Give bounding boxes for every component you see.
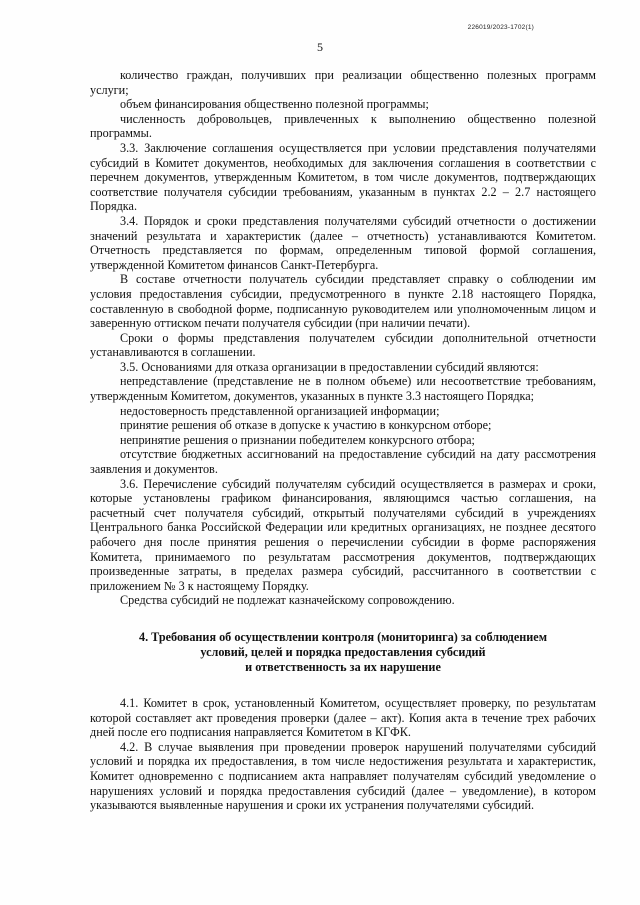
section-4-heading [90,630,596,675]
section-4-heading-line: и ответственность за их нарушение [245,659,441,674]
paragraph-3-6: 3.6. Перечисление субсидий получателям субсидий осуществляется в размерах и сроки, которые установлены графиком финансирования, являющимся частью соглашения, на расчетный счет получателя субсидий, открытый получателями субсидий в учреждениях Центрального банка Российской Федерации или кредитных организациях, не позднее десятого рабочего дня после принятия решения о перечислении субсидии в форме распоряжения Комитета, принимаемого по результатам рассмотрения документов, подтверждающих произведенные затраты, в пределах размера субсидий, рассчитанного в соответствии с приложением № 3 к настоящему Порядку. [90,476,596,593]
section-4-heading-line: условий, целей и порядка предоставления субсидий [200,644,486,659]
paragraph-reporting-certificate: В составе отчетности получатель субсидии представляет справку о соблюдении им условия предоставления субсидии, предусмотренного в пункте 2.18 настоящего Порядка, составленную в свободной форме, подписанную руководителем или уполномоченным лицом и заверенную оттиском печати получателя субсидии (при наличии печати). [90,272,596,331]
section-4-heading-line: 4. Требования об осуществлении контроля (мониторинга) за соблюдением [138,629,548,644]
paragraph-treasury-note: Средства субсидий не подлежат казначейскому сопровождению. [120,593,455,608]
paragraph-3-4: 3.4. Порядок и сроки представления получателями субсидий отчетности о достижении значений результата и характеристик (далее – отчетность) устанавливаются Комитетом. Отчетность представляется по формам, определенным типовой формой соглашения, утвержденной Комитетом финансов Санкт-Петербурга. [90,213,596,272]
page-number: 5 [317,40,323,54]
list-item: отсутствие бюджетных ассигнований на предоставление субсидий на дату рассмотрения заявления и документов. [90,447,596,477]
list-item: непредставление (представление не в полном объеме) или несоответствие требованиям, утвержденным Комитетом, документов, указанных в пункте 3.3 настоящего Порядка; [90,374,596,404]
paragraph-4-2: 4.2. В случае выявления при проведении проверок нарушений получателями субсидий условий и порядка их предоставления, в том числе недостижения результата и характеристик, Комитет одновременно с подписанием акта направляет получателям субсидий уведомление о нарушениях условий и порядка предоставления субсидий (далее – уведомление), в котором указываются выявленные нарушения и сроки их устранения получателями субсидий. [90,739,596,813]
list-item: объем финансирования общественно полезной программы; [120,97,429,112]
list-item: численность добровольцев, привлеченных к выполнению общественно полезной программы. [90,111,596,141]
list-item: принятие решения об отказе в допуске к участию в конкурсном отборе; [120,418,492,433]
paragraph-3-3: 3.3. Заключение соглашения осуществляется при условии представления получателями субсидий в Комитет документов, необходимых для заключения соглашения в соответствии с перечнем документов, утвержденным Комитетом, в том числе документов, подтверждающих соответствие получателя субсидии требованиям, указанным в пунктах 2.2 – 2.7 настоящего Порядка. [90,140,596,214]
document-body [90,68,596,813]
document-registration-number: 226019/2023-1702(1) [467,24,534,31]
list-item: недостоверность представленной организацией информации; [120,403,440,418]
paragraph-3-5: 3.5. Основаниями для отказа организации в предоставлении субсидий являются: [120,359,539,374]
paragraph-additional-reporting: Сроки о формы представления получателем субсидии дополнительной отчетности устанавливаются в соглашении. [90,330,596,360]
list-item: непринятие решения о признании победителем конкурсного отбора; [120,432,475,447]
list-item: количество граждан, получивших при реализации общественно полезных программ услуги; [90,68,596,97]
paragraph-4-1: 4.1. Комитет в срок, установленный Комитетом, осуществляет проверку, по результатам которой составляет акт проведения проверки (далее – акт). Копия акта в течение трех рабочих дней после его подписания направляется Комитетом в КГФК. [90,695,596,740]
